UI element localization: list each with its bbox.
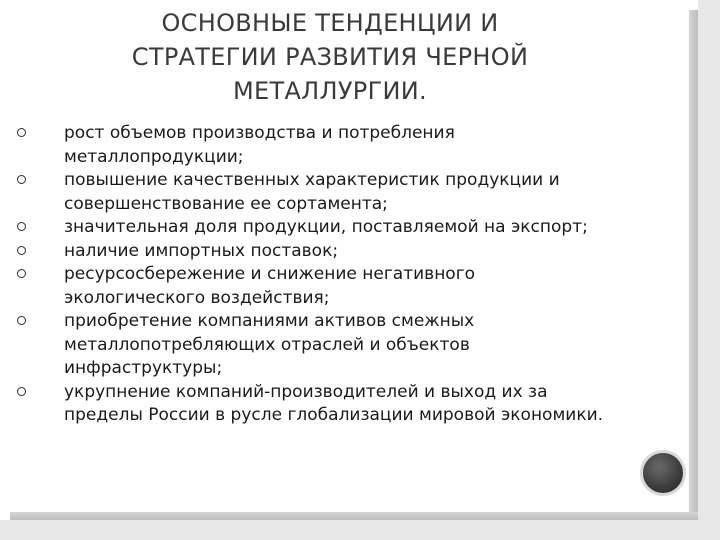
- slide-title: [70, 6, 590, 108]
- bullet-item: [14, 216, 686, 240]
- hollow-circle-bullet-icon: [17, 387, 26, 396]
- bullet-text-line: значительная доля продукции, поставляемой на экспорт;: [64, 217, 588, 237]
- bullet-text-line: металлопродукции;: [64, 146, 244, 167]
- frame-shadow-bottom: [10, 512, 698, 520]
- bullet-item: [14, 122, 686, 169]
- bullet-text-line: металлопотребляющих отраслей и объектов: [64, 334, 470, 355]
- slide-title-line: МЕТАЛЛУРГИИ.: [233, 77, 427, 105]
- bullet-text-line: совершенствование ее сортамента;: [64, 193, 388, 214]
- frame-shadow-right: [689, 10, 698, 520]
- bullet-text-line: повышение качественных характеристик продукции и: [64, 170, 560, 190]
- bullet-list: [14, 122, 686, 428]
- bullet-text-line: наличие импортных поставок;: [64, 240, 339, 261]
- bullet-text-line: экологического воздействия;: [64, 287, 330, 308]
- bullet-item: [14, 240, 686, 264]
- hollow-circle-bullet-icon: [17, 269, 26, 278]
- bullet-text-line: приобретение компаниями активов смежных: [64, 311, 475, 331]
- slide-title-line: ОСНОВНЫЕ ТЕНДЕНЦИИ И: [161, 9, 499, 37]
- hollow-circle-bullet-icon: [17, 175, 26, 184]
- bullet-item: [14, 263, 686, 310]
- bullet-text-line: укрупнение компаний-производителей и выход их за: [64, 381, 548, 402]
- hollow-circle-bullet-icon: [17, 128, 26, 137]
- bullet-text-line: инфраструктуры;: [64, 358, 223, 378]
- frame-right-border: [698, 0, 720, 540]
- hollow-circle-bullet-icon: [17, 316, 26, 325]
- dark-circle-ornament-icon: [640, 450, 686, 496]
- hollow-circle-bullet-icon: [17, 222, 26, 231]
- bullet-item: [14, 381, 686, 428]
- hollow-circle-bullet-icon: [17, 246, 26, 255]
- slide-title-line: СТРАТЕГИИ РАЗВИТИЯ ЧЕРНОЙ: [131, 43, 529, 71]
- bullet-text-line: пределы России в русле глобализации мировой экономики.: [64, 405, 604, 425]
- bullet-text-line: ресурсосбережение и снижение негативного: [64, 264, 476, 284]
- bullet-item: [14, 169, 686, 216]
- frame-bottom-border: [0, 520, 720, 540]
- bullet-text-line: рост объемов производства и потребления: [64, 123, 455, 143]
- bullet-item: [14, 310, 686, 381]
